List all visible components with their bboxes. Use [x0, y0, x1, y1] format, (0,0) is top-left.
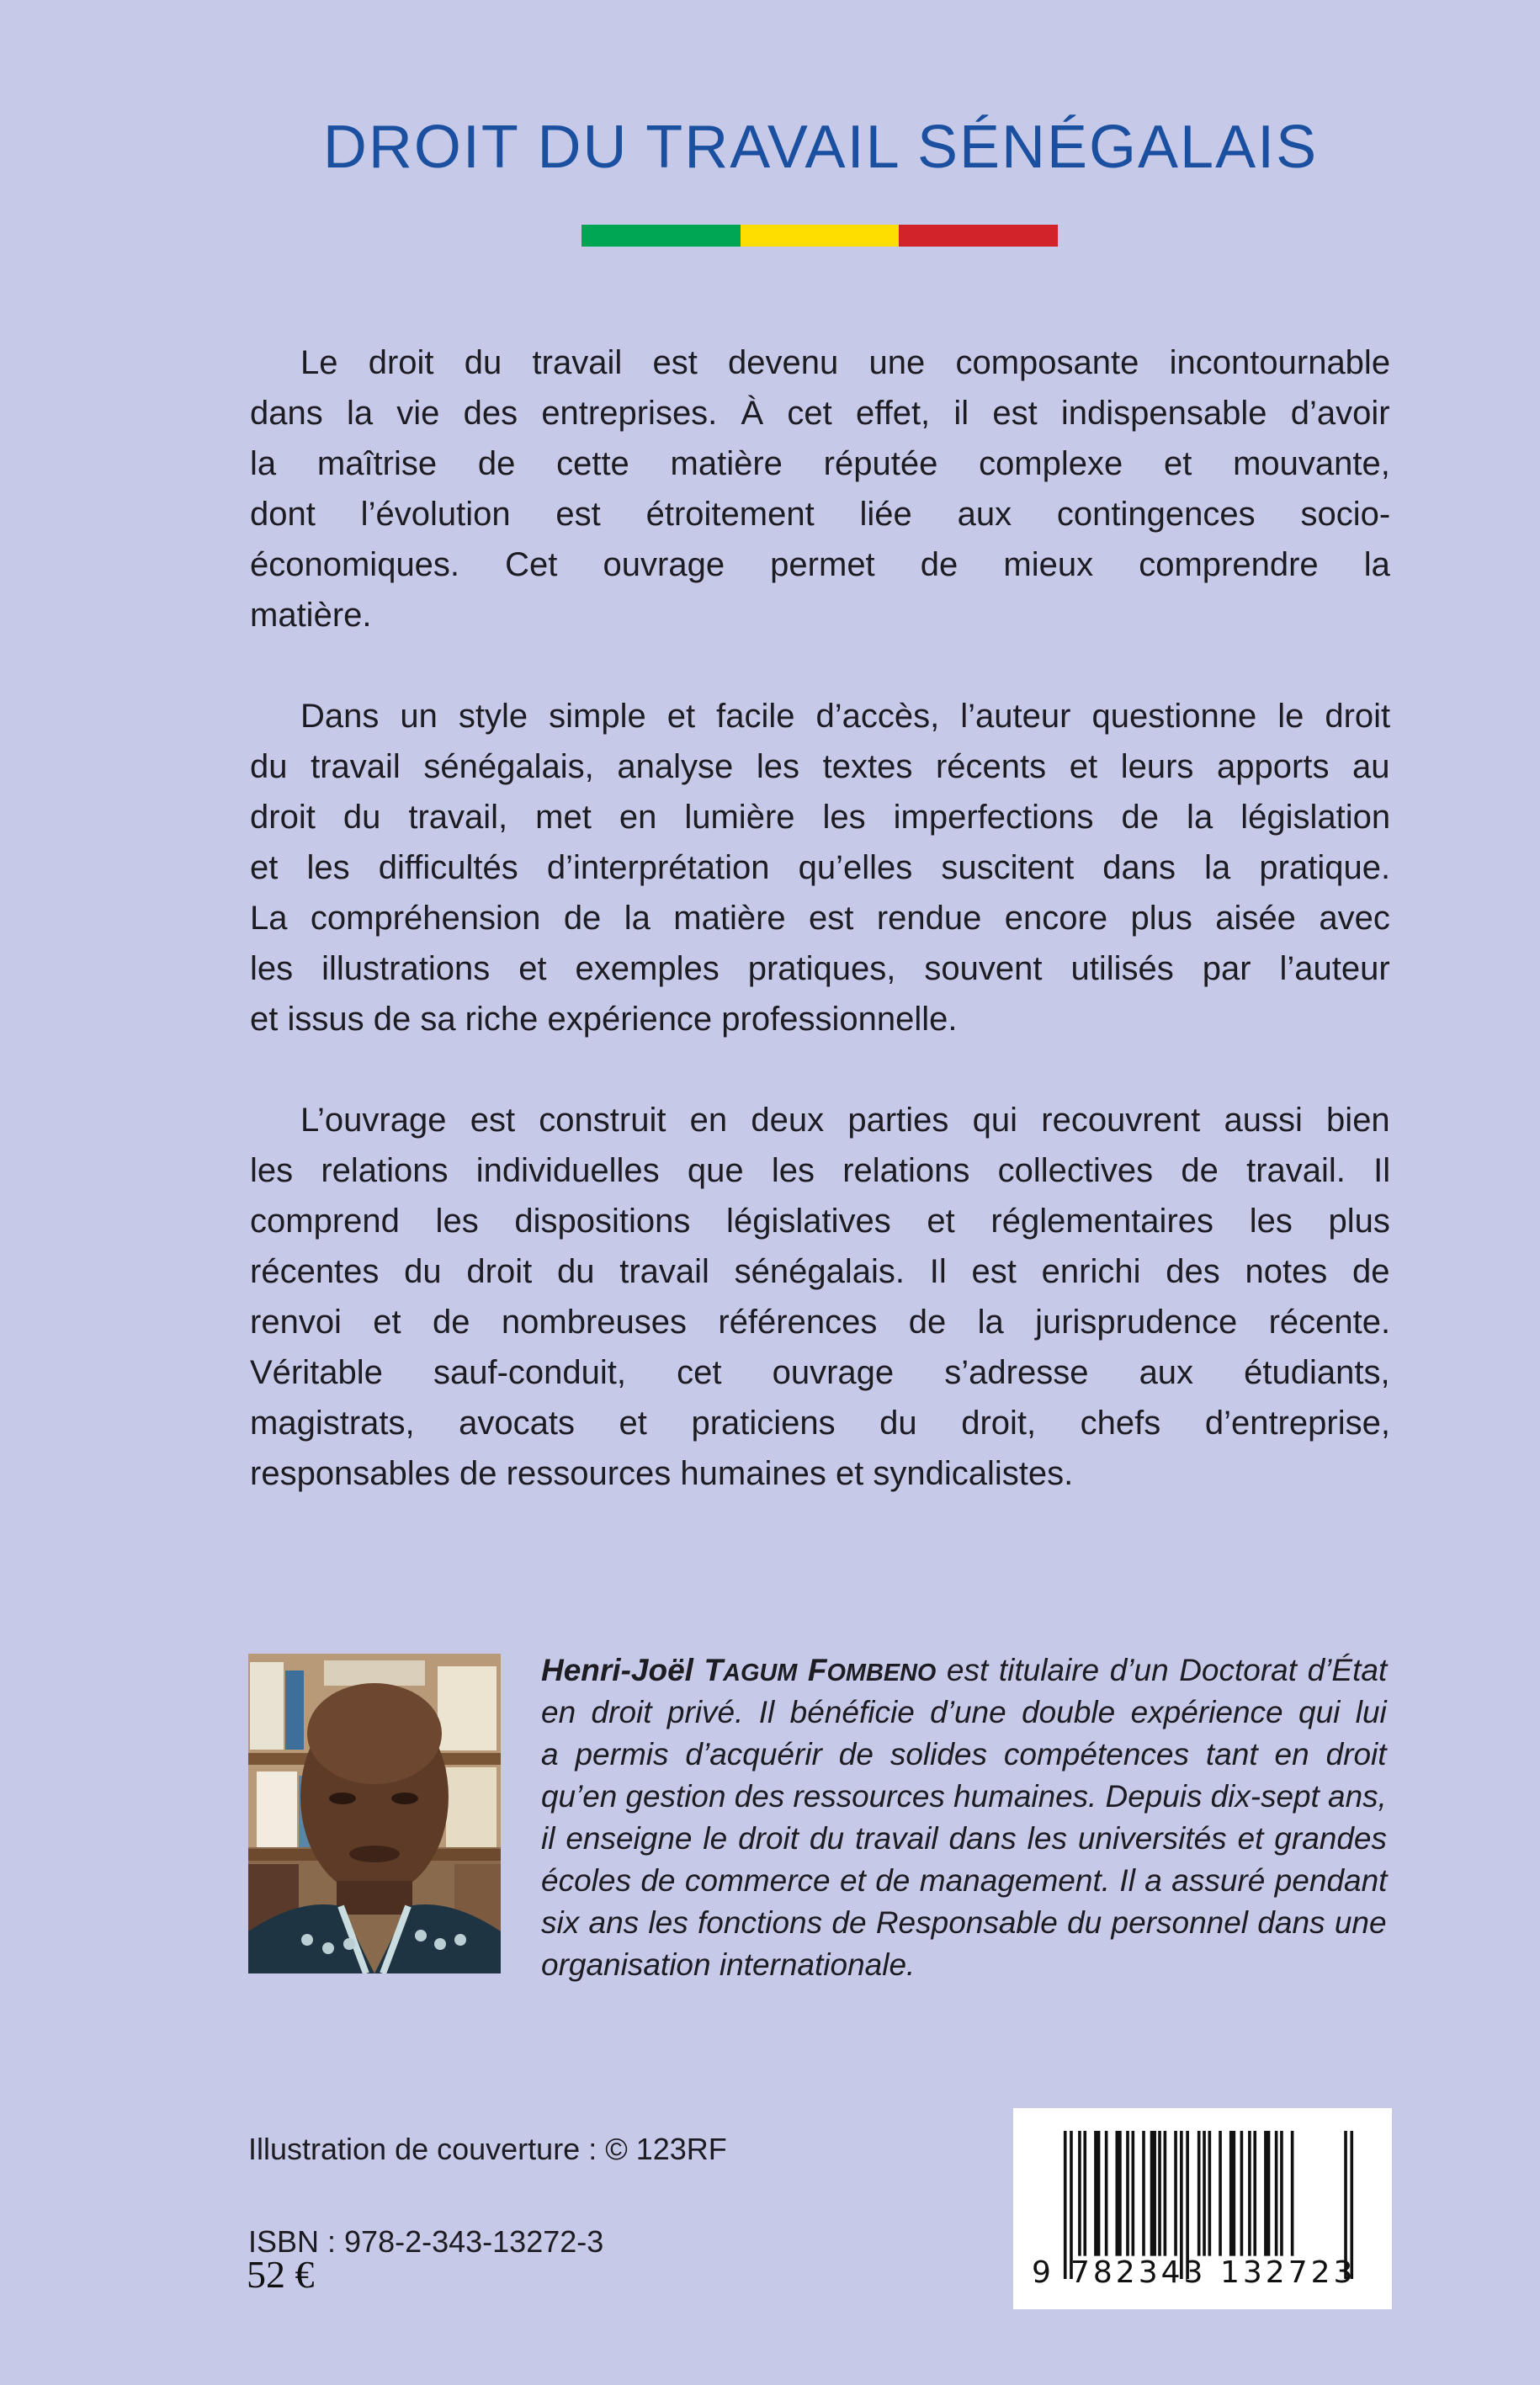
flag-green-segment	[581, 225, 741, 247]
text-line: magistrats, avocats et praticiens du droit, chefs d’entreprise,	[250, 1405, 1390, 1442]
text-line: du travail sénégalais, analyse les textes récents et leurs apports au	[250, 748, 1390, 785]
text-line: responsables de ressources humaines et syndicalistes.	[250, 1455, 1074, 1492]
barcode-lead-digit: 9	[1032, 2255, 1054, 2290]
author-photo	[248, 1654, 501, 1973]
text-line: en droit privé. Il bénéficie d’une double expérience qui lui	[541, 1695, 1387, 1729]
text-line: renvoi et de nombreuses références de la jurisprudence récente.	[250, 1304, 1391, 1341]
text-line: les relations individuelles que les relations collectives de travail. Il	[250, 1152, 1391, 1189]
text-line: qu’en gestion des ressources humaines. Depuis dix-sept ans,	[541, 1779, 1387, 1814]
barcode-right-group: 132723	[1220, 2255, 1357, 2290]
flag-yellow-segment	[741, 225, 900, 247]
text-line: récentes du droit du travail sénégalais. Il est enrichi des notes de	[250, 1253, 1390, 1290]
text-line: et issus de sa riche expérience professionnelle.	[250, 1001, 958, 1038]
isbn-text: ISBN : 978-2-343-13272-3	[248, 2224, 604, 2259]
text-line: dans la vie des entreprises. À cet effet, il est indispensable d’avoir	[250, 395, 1390, 432]
book-title: DROIT DU TRAVAIL SÉNÉGALAIS	[322, 114, 1319, 181]
text-line: comprend les dispositions législatives et réglementaires les plus	[250, 1203, 1390, 1240]
text-line: Le droit du travail est devenu une composante incontournable	[300, 344, 1391, 381]
text-line: droit du travail, met en lumière les imperfections de la législation	[250, 799, 1391, 836]
text-line: écoles de commerce et de management. Il a assuré pendant	[541, 1863, 1388, 1898]
author-name: Henri-Joël TAGUM FOMBENO	[541, 1653, 937, 1687]
barcode-left-group: 782343	[1070, 2255, 1207, 2290]
text-line: Véritable sauf-conduit, cet ouvrage s’adresse aux étudiants,	[250, 1354, 1390, 1391]
price: 52 €	[247, 2253, 315, 2296]
flag-stripe	[581, 225, 1058, 247]
text-line: organisation internationale.	[541, 1947, 916, 1982]
text-line: six ans les fonctions de Responsable du personnel dans une	[541, 1905, 1387, 1940]
text-line: matière.	[250, 597, 372, 634]
text-line: L’ouvrage est construit en deux parties qui recouvrent aussi bien	[300, 1102, 1390, 1139]
barcode	[1013, 2108, 1392, 2309]
flag-red-segment	[899, 225, 1058, 247]
text-line: a permis d’acquérir de solides compétences tant en droit	[541, 1737, 1387, 1771]
text-line: Henri-Joël TAGUM FOMBENO est titulaire d’un Doctorat d’État	[541, 1653, 1388, 1687]
text-line: les illustrations et exemples pratiques, souvent utilisés par l’auteur	[250, 950, 1390, 987]
text-line: il enseigne le droit du travail dans les universités et grandes	[541, 1821, 1388, 1856]
text-line: Dans un style simple et facile d’accès, l’auteur questionne le droit	[300, 698, 1391, 735]
text-line: La compréhension de la matière est rendue encore plus aisée avec	[250, 900, 1390, 937]
text-line: la maîtrise de cette matière réputée complexe et mouvante,	[250, 445, 1390, 482]
text-line: dont l’évolution est étroitement liée aux contingences socio-	[250, 496, 1391, 533]
illustration-credit: Illustration de couverture : © 123RF	[248, 2132, 727, 2166]
text-line: et les difficultés d’interprétation qu’elles suscitent dans la pratique.	[250, 849, 1391, 886]
text-line: économiques. Cet ouvrage permet de mieux comprendre la	[250, 546, 1390, 583]
